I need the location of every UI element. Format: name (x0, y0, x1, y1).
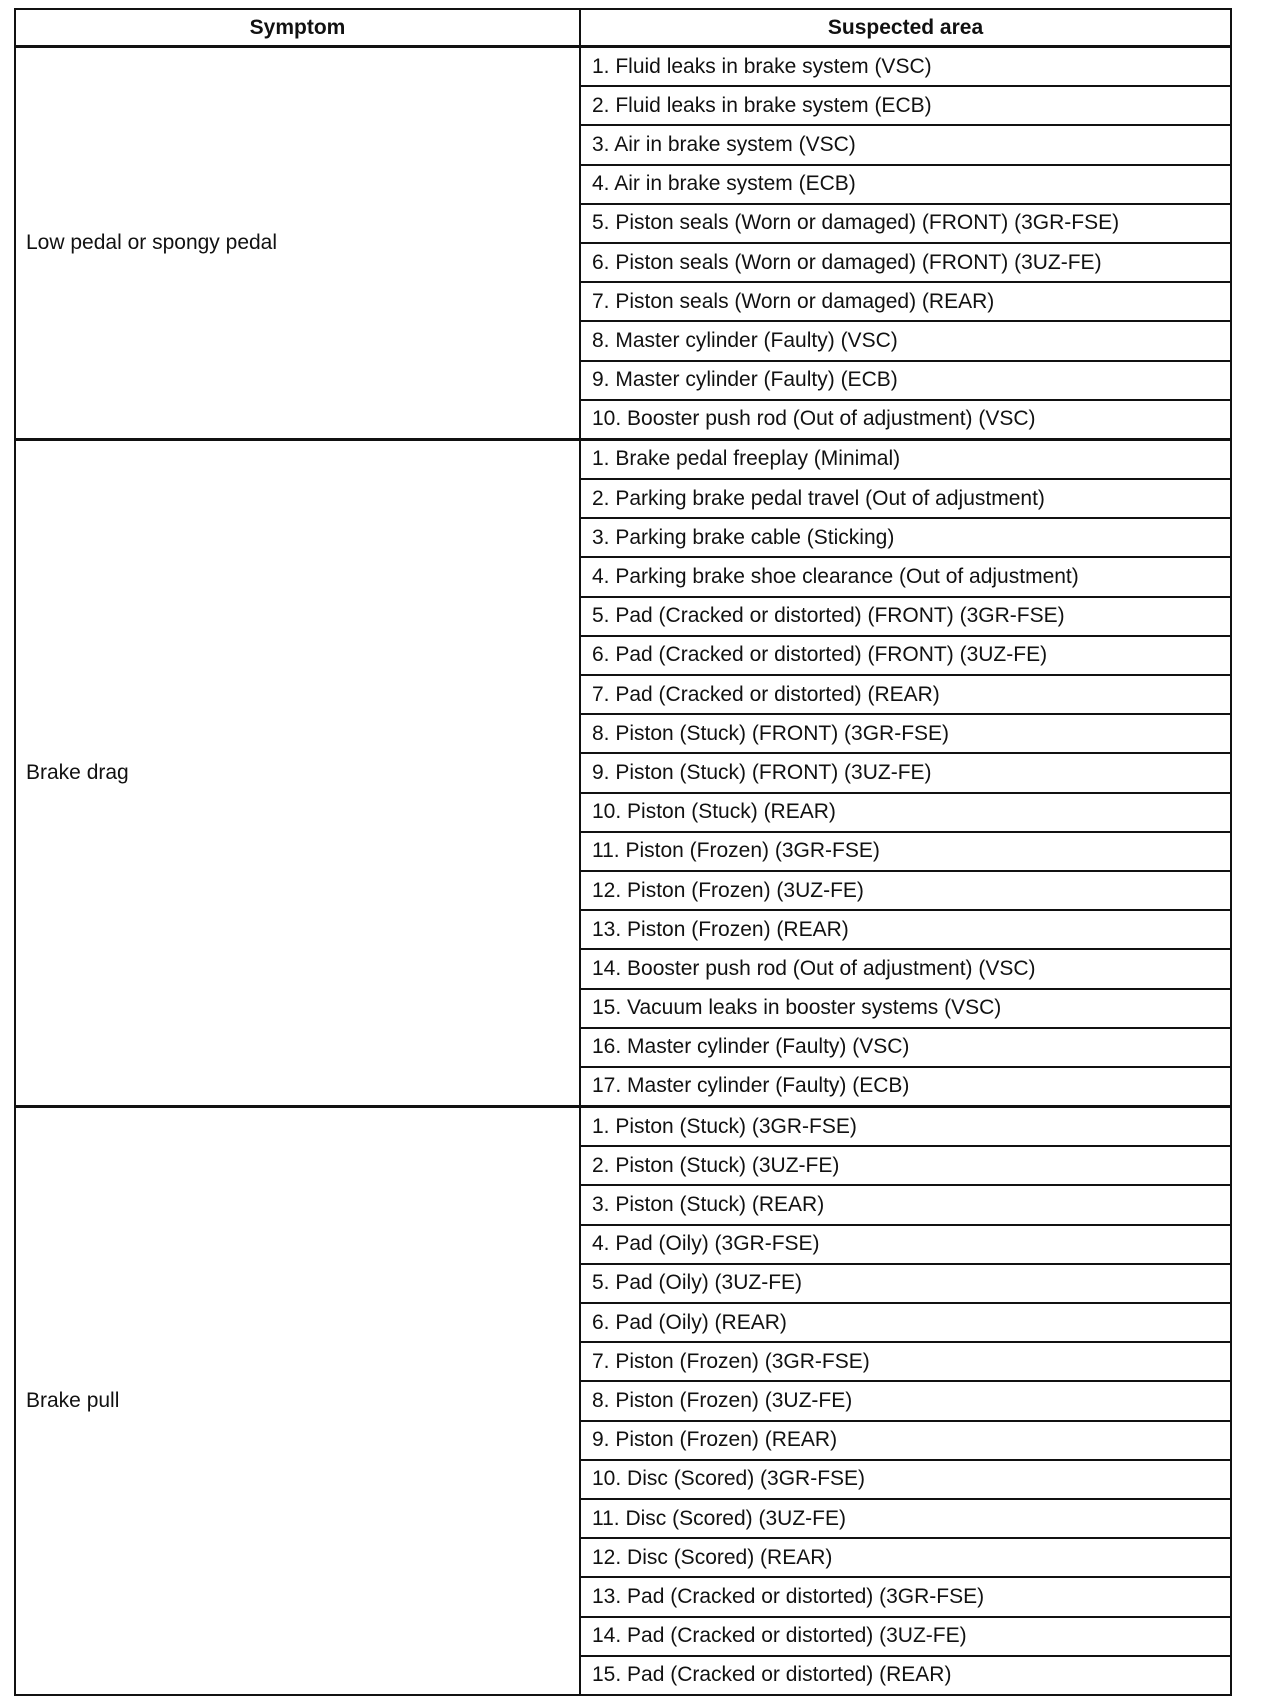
suspected-area-cell: 6. Pad (Oily) (REAR) (580, 1303, 1231, 1342)
suspected-area-cell: 14. Booster push rod (Out of adjustment) (VSC) (580, 949, 1231, 988)
symptom-table (14, 8, 1232, 1696)
suspected-area-cell: 4. Pad (Oily) (3GR-FSE) (580, 1225, 1231, 1264)
suspected-area-header: Suspected area (580, 9, 1231, 47)
suspected-area-cell: 2. Fluid leaks in brake system (ECB) (580, 86, 1231, 125)
suspected-area-cell: 8. Piston (Frozen) (3UZ-FE) (580, 1381, 1231, 1420)
suspected-area-cell: 16. Master cylinder (Faulty) (VSC) (580, 1028, 1231, 1067)
suspected-area-cell: 5. Pad (Oily) (3UZ-FE) (580, 1264, 1231, 1303)
suspected-area-cell: 13. Piston (Frozen) (REAR) (580, 910, 1231, 949)
suspected-area-cell: 10. Disc (Scored) (3GR-FSE) (580, 1460, 1231, 1499)
suspected-area-cell: 10. Piston (Stuck) (REAR) (580, 793, 1231, 832)
suspected-area-cell: 4. Air in brake system (ECB) (580, 165, 1231, 204)
table-row (15, 439, 1231, 479)
suspected-area-cell: 4. Parking brake shoe clearance (Out of adjustment) (580, 557, 1231, 596)
suspected-area-cell: 5. Piston seals (Worn or damaged) (FRONT) (3GR-FSE) (580, 204, 1231, 243)
suspected-area-cell: 9. Piston (Frozen) (REAR) (580, 1421, 1231, 1460)
suspected-area-cell: 3. Parking brake cable (Sticking) (580, 518, 1231, 557)
suspected-area-cell: 2. Parking brake pedal travel (Out of adjustment) (580, 479, 1231, 518)
suspected-area-cell: 11. Disc (Scored) (3UZ-FE) (580, 1499, 1231, 1538)
symptom-cell: Brake pull (15, 1107, 580, 1695)
suspected-area-cell: 2. Piston (Stuck) (3UZ-FE) (580, 1146, 1231, 1185)
suspected-area-cell: 9. Master cylinder (Faulty) (ECB) (580, 361, 1231, 400)
suspected-area-cell: 14. Pad (Cracked or distorted) (3UZ-FE) (580, 1617, 1231, 1656)
suspected-area-cell: 12. Piston (Frozen) (3UZ-FE) (580, 871, 1231, 910)
table-row (15, 47, 1231, 87)
suspected-area-cell: 8. Master cylinder (Faulty) (VSC) (580, 321, 1231, 360)
table-row (15, 1107, 1231, 1147)
suspected-area-cell: 11. Piston (Frozen) (3GR-FSE) (580, 832, 1231, 871)
suspected-area-cell: 1. Brake pedal freeplay (Minimal) (580, 439, 1231, 479)
header-row (15, 9, 1231, 47)
symptom-header: Symptom (15, 9, 580, 47)
suspected-area-cell: 5. Pad (Cracked or distorted) (FRONT) (3GR-FSE) (580, 597, 1231, 636)
suspected-area-cell: 15. Vacuum leaks in booster systems (VSC) (580, 989, 1231, 1028)
suspected-area-cell: 13. Pad (Cracked or distorted) (3GR-FSE) (580, 1577, 1231, 1616)
suspected-area-cell: 8. Piston (Stuck) (FRONT) (3GR-FSE) (580, 714, 1231, 753)
suspected-area-cell: 7. Pad (Cracked or distorted) (REAR) (580, 675, 1231, 714)
suspected-area-cell: 17. Master cylinder (Faulty) (ECB) (580, 1067, 1231, 1107)
suspected-area-cell: 7. Piston (Frozen) (3GR-FSE) (580, 1342, 1231, 1381)
suspected-area-cell: 7. Piston seals (Worn or damaged) (REAR) (580, 282, 1231, 321)
symptom-cell: Brake drag (15, 439, 580, 1106)
symptom-cell: Low pedal or spongy pedal (15, 47, 580, 440)
table-body (15, 47, 1231, 1695)
suspected-area-cell: 10. Booster push rod (Out of adjustment) (VSC) (580, 400, 1231, 440)
suspected-area-cell: 3. Piston (Stuck) (REAR) (580, 1185, 1231, 1224)
suspected-area-cell: 1. Piston (Stuck) (3GR-FSE) (580, 1107, 1231, 1147)
suspected-area-cell: 3. Air in brake system (VSC) (580, 125, 1231, 164)
suspected-area-cell: 6. Pad (Cracked or distorted) (FRONT) (3UZ-FE) (580, 636, 1231, 675)
suspected-area-cell: 12. Disc (Scored) (REAR) (580, 1538, 1231, 1577)
suspected-area-cell: 6. Piston seals (Worn or damaged) (FRONT) (3UZ-FE) (580, 243, 1231, 282)
suspected-area-cell: 15. Pad (Cracked or distorted) (REAR) (580, 1656, 1231, 1695)
suspected-area-cell: 9. Piston (Stuck) (FRONT) (3UZ-FE) (580, 753, 1231, 792)
suspected-area-cell: 1. Fluid leaks in brake system (VSC) (580, 47, 1231, 87)
